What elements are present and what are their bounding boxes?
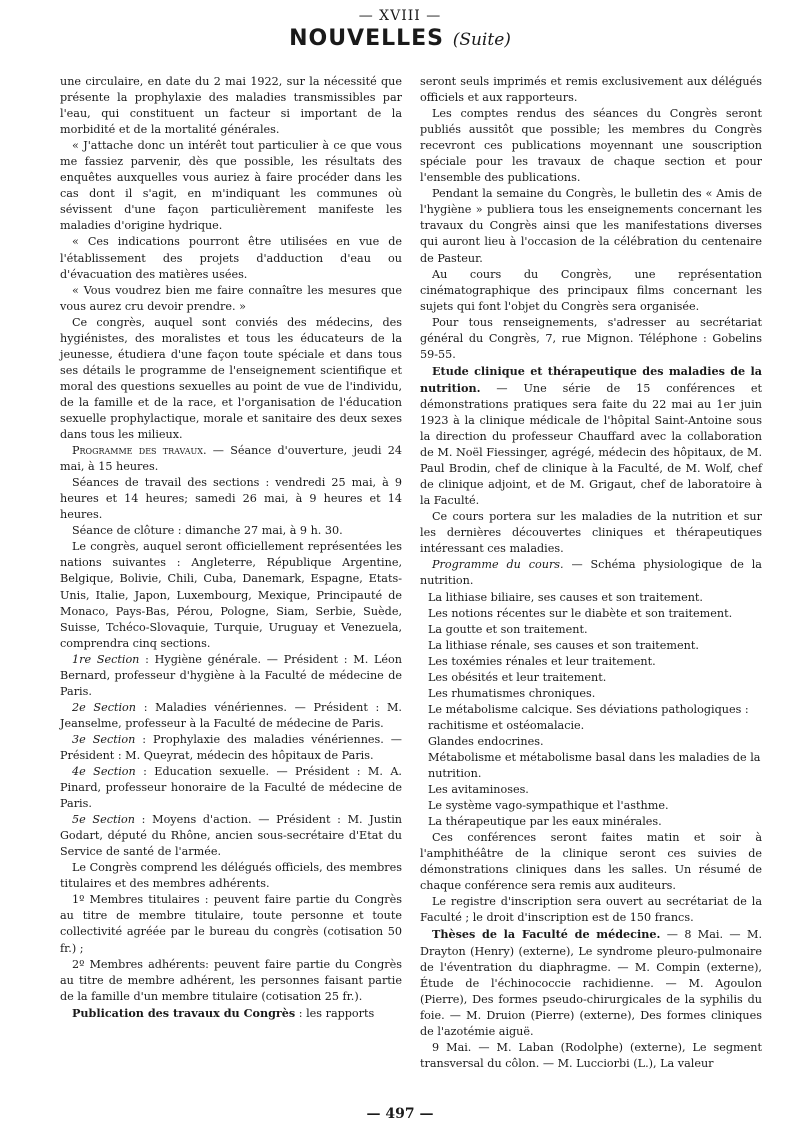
list-item: La lithiase biliaire, ses causes et son traitement. bbox=[428, 590, 703, 604]
section-heading bbox=[0, 26, 800, 51]
section-text: : Moyens d'action. — Président : M. Justin Godart, député du Rhône, ancien sous-secrétaire d'Etat du Service de santé de l'armée. bbox=[60, 813, 402, 859]
paragraph: Ce congrès, auquel sont conviés des médecins, des hygiénistes, des moralistes et tous les éducateurs de la jeunesse, étudiera d'une façon toute spéciale et dans tous ses détails le programme de l'enseignement scientifique et moral des questions sexuelles au point de vue de l'individu, de la famille et de la race, et l'organisation de l'éducation sexuelle prophylactique, morale et sanitaire des deux sexes dans tous les milieux. bbox=[60, 315, 402, 442]
list-item: Le métabolisme calcique. Ses déviations pathologiques : rachitisme et ostéomalacie. bbox=[428, 702, 749, 732]
section-label: 5e Section bbox=[72, 813, 135, 827]
paragraph: Séances de travail des sections : vendredi 25 mai, à 9 heures et 14 heures; samedi 26 mai, à 9 heures et 14 heures. bbox=[60, 476, 402, 522]
list-item: Le système vago-sympathique et l'asthme. bbox=[428, 799, 669, 813]
section-label: 4e Section bbox=[72, 765, 136, 779]
paragraph: 2º Membres adhérents: peuvent faire partie du Congrès au titre de membre adhérent, les personnes faisant partie de la famille d'un membre titulaire (cotisation 25 fr.). bbox=[60, 957, 402, 1003]
section-text: : Hygiène générale. — Président : M. Léon Bernard, professeur d'hygiène à la Faculté de médecine de Paris. bbox=[60, 652, 402, 698]
list-item: Les avitaminoses. bbox=[428, 783, 529, 797]
course-text: — Une série de 15 conférences et démonstrations pratiques sera faite du 22 mai au 1er juin 1923 à la clinique médicale de l'hôpital Saint-Antoine sous la direction du professeur Chauffard avec la collaboration de M. Noël Fiessinger, agrégé, médecin des hôpitaux, de M. Paul Brodin, chef de clinique à la Faculté, de M. Wolf, chef de clinique adjoint, et de M. Grigaut, chef de laboratoire à la Faculté. bbox=[420, 381, 762, 508]
program-text: — Séance d'ouverture, jeudi 24 mai, à 15 heures. bbox=[60, 444, 402, 474]
list-item: La thérapeutique par les eaux minérales. bbox=[428, 815, 662, 829]
list-item: Les notions récentes sur le diabète et son traitement. bbox=[428, 606, 733, 620]
list-item: Les toxémies rénales et leur traitement. bbox=[428, 654, 656, 668]
paragraph: Le registre d'inscription sera ouvert au secrétariat de la Faculté ; le droit d'inscription est de 150 francs. bbox=[420, 895, 762, 925]
section-label: 2e Section bbox=[72, 700, 136, 714]
left-column bbox=[60, 74, 402, 1022]
paragraph: Ces conférences seront faites matin et soir à l'amphithéâtre de la clinique seront ces suivies de démonstrations cliniques dans les salles. Un résumé de chaque conférence sera remis aux auditeurs. bbox=[420, 831, 762, 893]
paragraph: Le congrès, auquel seront officiellement représentées les nations suivantes : Angleterre, République Argentine, Belgique, Bolivie, Chili, Cuba, Danemark, Espagne, Etats-Unis, Italie, Japon, Luxembourg, Mexique, Principauté de Monaco, Pays-Bas, Pérou, Pologne, Siam, Serbie, Suède, Suisse, Tchéco-Slovaquie, Turquie, Uruguay et Venezuela, comprendra cinq sections. bbox=[60, 540, 402, 650]
paragraph bbox=[60, 443, 402, 475]
section-entry bbox=[60, 732, 402, 764]
paragraph: 1º Membres titulaires : peuvent faire partie du Congrès au titre de membre titulaire, toute personne et toute collectivité agréée par le bureau du congrès (cotisation 50 fr.) ; bbox=[60, 893, 402, 955]
paragraph bbox=[60, 1005, 402, 1022]
publication-text: : les rapports bbox=[295, 1006, 375, 1020]
section-text: : Prophylaxie des maladies vénériennes. — Président : M. Queyrat, médecin des hôpitaux de Paris. bbox=[60, 732, 402, 762]
paragraph bbox=[420, 926, 762, 1039]
paragraph: Les comptes rendus des séances du Congrès seront publiés aussitôt que possible; les membres du Congrès recevront ces publications moyennant une souscription spéciale pour les travaux de chaque section et pour l'ensemble des publications. bbox=[420, 107, 762, 185]
paragraph: Pendant la semaine du Congrès, le bulletin des « Amis de l'hygiène » publiera tous les enseignements concernant les travaux du Congrès ainsi que les manifestations diverses qui auront lieu à l'occasion de la célébration du centenaire de Pasteur. bbox=[420, 187, 762, 265]
paragraph: une circulaire, en date du 2 mai 1922, sur la nécessité que présente la prophylaxie des maladies transmissibles par l'eau, qui constituent un facteur si important de la morbidité et de la mortalité générales. bbox=[60, 75, 402, 137]
section-text: : Maladies vénériennes. — Président : M. Jeanselme, professeur à la Faculté de médecine de Paris. bbox=[60, 700, 402, 730]
paragraph bbox=[420, 557, 762, 589]
paragraph bbox=[420, 363, 762, 509]
list-item: Glandes endocrines. bbox=[428, 734, 544, 748]
list-item: Métabolisme et métabolisme basal dans les maladies de la nutrition. bbox=[428, 750, 761, 781]
paragraph: Le Congrès comprend les délégués officiels, des membres titulaires et des membres adhérents. bbox=[60, 861, 402, 891]
theses-text: — 8 Mai. — M. Drayton (Henry) (externe), Le syndrome pleuro-pulmonaire de l'éventration du diaphragme. — M. Compin (externe), Étude de l'échinococcie rachidienne. — M. Agoulon (Pierre), Des formes pseudo-chirurgicales de la syphilis du foie. — M. Druion (Pierre) (externe), Des formes cliniques de l'azotémie aiguë. bbox=[420, 928, 763, 1038]
paragraph: 9 Mai. — M. Laban (Rodolphe) (externe), Le segment transversal du côlon. — M. Lucciorbi (L.), La valeur bbox=[420, 1040, 762, 1070]
footer-page-number: — 497 — bbox=[366, 1106, 434, 1122]
heading-suffix: (Suite) bbox=[452, 30, 511, 50]
theses-label: Thèses de la Faculté de médecine. bbox=[432, 927, 661, 942]
paragraph: Ce cours portera sur les maladies de la nutrition et sur les dernières découvertes cliniques et thérapeutiques intéressant ces maladies. bbox=[420, 510, 762, 556]
paragraph: Séance de clôture : dimanche 27 mai, à 9 h. 30. bbox=[72, 524, 343, 538]
paragraph: « Vous voudrez bien me faire connaître les mesures que vous aurez cru devoir prendre. » bbox=[60, 283, 402, 313]
paragraph: « J'attache donc un intérêt tout particulier à ce que vous me fassiez parvenir, dès que possible, les résultats des enquêtes auxquelles vous auriez à faire procéder dans les cas dont il s'agit, en m'indiquant les communes où sévissent d'une façon particulièrement manifeste les maladies d'origine hydrique. bbox=[60, 139, 402, 233]
section-entry bbox=[60, 812, 402, 860]
section-text: : Education sexuelle. — Président : M. A. Pinard, professeur honoraire de la Faculté de médecine de Paris. bbox=[60, 765, 402, 811]
list-item: La lithiase rénale, ses causes et son traitement. bbox=[428, 638, 699, 652]
paragraph: Au cours du Congrès, une représentation cinématographique des principaux films concernant les sujets qui font l'objet du Congrès sera organisée. bbox=[420, 267, 762, 313]
section-entry bbox=[60, 652, 402, 700]
section-label: 1re Section bbox=[72, 652, 140, 666]
program-label: Programme des travaux. bbox=[72, 444, 207, 458]
paragraph: « Ces indications pourront être utilisées en vue de l'établissement des projets d'adduction d'eau ou d'évacuation des matières usées. bbox=[60, 235, 402, 281]
section-label: 3e Section bbox=[72, 732, 136, 746]
paragraph: seront seuls imprimés et remis exclusivement aux délégués officiels et aux rapporteurs. bbox=[420, 75, 762, 105]
page-number: — XVIII — bbox=[358, 8, 442, 24]
program-text: — Schéma physiologique de la nutrition. bbox=[420, 558, 762, 588]
heading-title: NOUVELLES bbox=[289, 26, 445, 51]
section-entry bbox=[60, 700, 402, 732]
list-item: La goutte et son traitement. bbox=[428, 622, 588, 636]
section-entry bbox=[60, 764, 402, 812]
paragraph: Pour tous renseignements, s'adresser au secrétariat général du Congrès, 7, rue Mignon. Téléphone : Gobelins 59-55. bbox=[420, 315, 762, 361]
list-item: Les obésités et leur traitement. bbox=[428, 670, 607, 684]
course-title: Etude clinique et thérapeutique des maladies de la nutrition. bbox=[420, 363, 762, 395]
right-column bbox=[420, 74, 762, 1072]
list-item: Les rhumatismes chroniques. bbox=[428, 686, 596, 700]
publication-label: Publication des travaux du Congrès bbox=[72, 1005, 296, 1020]
program-label: Programme du cours. bbox=[432, 558, 564, 572]
